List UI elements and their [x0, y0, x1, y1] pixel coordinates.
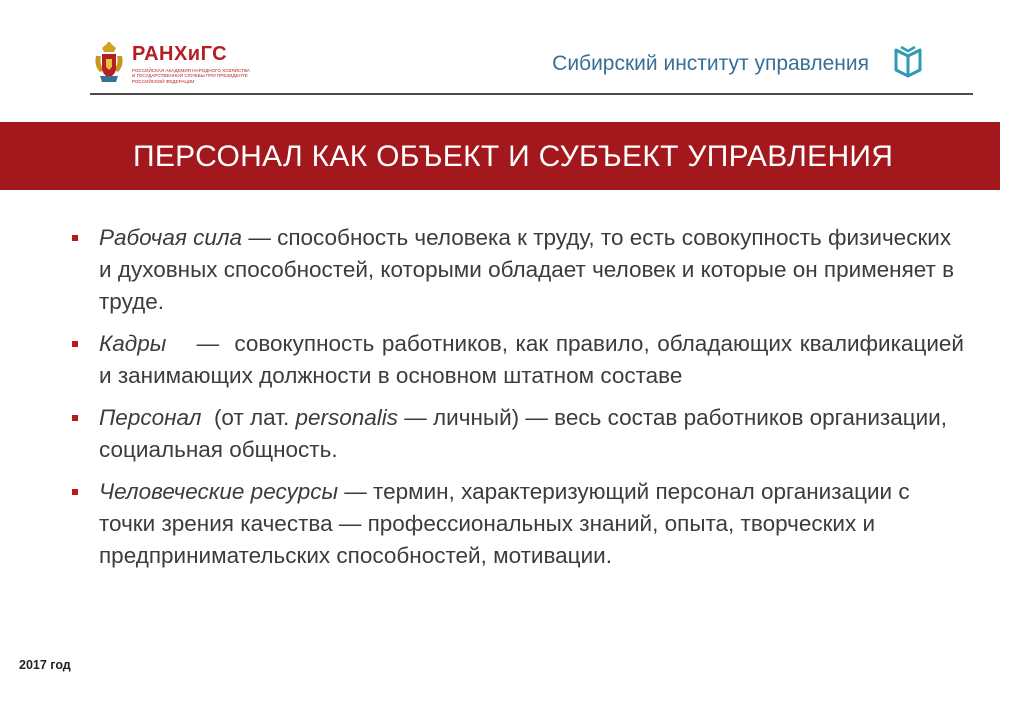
term-cadres: Кадры	[99, 331, 167, 356]
header-divider	[90, 93, 973, 95]
list-item-human-resources	[72, 476, 964, 572]
bullet-icon	[72, 489, 78, 495]
term-personnel: Персонал	[99, 405, 202, 430]
list-item-labor-force	[72, 222, 964, 318]
institute-name: Сибирский институт управления	[552, 52, 869, 75]
bullet-icon	[72, 415, 78, 421]
definition-cadres: совокупность работников, как правило, обладающих квалификацией и занимающих должности в основном штатном составе	[99, 331, 964, 388]
definition-personnel: — личный) — весь состав работников организации, социальная общность.	[99, 405, 948, 462]
term-dash: —	[242, 225, 278, 250]
definition-personnel-prefix: (от лат.	[201, 405, 296, 430]
term-labor-force: Рабочая сила	[99, 225, 243, 250]
bullet-icon	[72, 235, 78, 241]
latin-term: personalis	[295, 405, 399, 430]
academy-emblem-icon	[92, 40, 126, 84]
list-item-cadres	[72, 328, 964, 392]
term-dash: —	[166, 331, 235, 356]
term-dash: —	[338, 479, 374, 504]
bullet-icon	[72, 341, 78, 347]
academy-logo-name: РАНХиГС	[132, 43, 228, 65]
definition-labor-force: способность человека к труду, то есть совокупность физических и духовных способностей, которыми обладает человек и которые он применяет в труде.	[99, 225, 955, 314]
institute-book-icon	[893, 44, 923, 78]
slide-title: ПЕРСОНАЛ КАК ОБЪЕКТ И СУБЪЕКТ УПРАВЛЕНИЯ	[133, 140, 894, 173]
definition-human-resources: термин, характеризующий персонал организации с точки зрения качества — профессиональных знаний, опыта, творческих и предпринимательских способностей, мотивации.	[99, 479, 910, 568]
academy-logo	[92, 40, 250, 90]
list-item-personnel	[72, 402, 964, 466]
term-human-resources: Человеческие ресурсы	[99, 479, 339, 504]
definitions-list	[72, 222, 964, 582]
footer-year: 2017 год	[19, 658, 71, 672]
academy-logo-subtitle: РОССИЙСКАЯ АКАДЕМИЯ НАРОДНОГО ХОЗЯЙСТВА И ГОСУДАРСТВЕННОЙ СЛУЖБЫ ПРИ ПРЕЗИДЕНТЕ РОССИЙСКОЙ ФЕДЕРАЦИИ	[132, 68, 250, 84]
